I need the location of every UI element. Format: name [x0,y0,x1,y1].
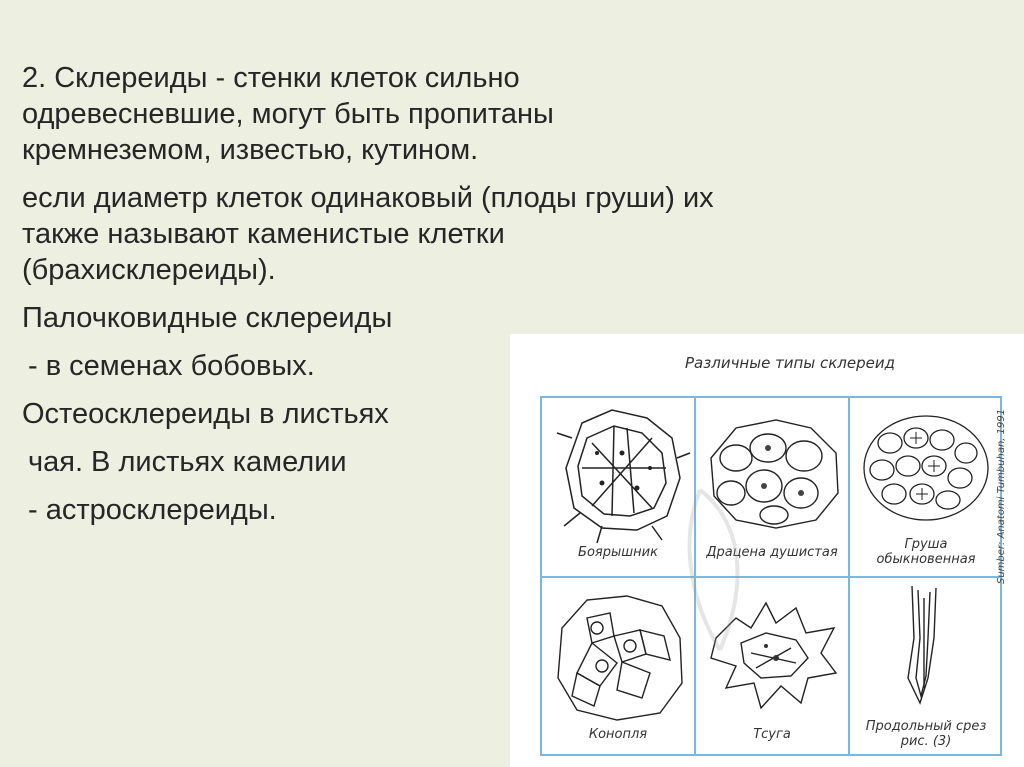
figure-source-credit: Sumber: Anatomi Tumbuhan, 1991 [996,408,1007,584]
caption-longitudinal-line2: рис. (3) [900,734,952,749]
paragraph-osteosclereids: Остеосклереиды в листьях [22,398,389,430]
caption-pear-line1: Груша [904,537,948,552]
caption-pear-line2: обыкновенная [876,552,976,567]
figure-title: Различные типы склереид [685,354,895,372]
caption-longitudinal-line1: Продольный срез [865,719,987,734]
caption-hemlock: Тсуга [753,727,791,742]
paragraph-tea-camellia: чая. В листьях камелии [28,446,347,478]
paragraph-brachysclereids: если диаметр клеток одинаковый (плоды груши) их также называют каменистые клетки (брахисклереиды). [22,182,714,286]
cell-longitudinal-section [850,578,1002,756]
caption-hemp: Конопля [588,727,648,742]
watermark-leaf-icon [640,480,790,660]
cell-pear [850,398,1002,576]
paragraph-sclereids: 2. Склереиды - стенки клеток сильно одревесневшие, могут быть пропитаны кремнеземом, известью, кутином. [22,62,554,166]
paragraph-legume-seeds: - в семенах бобовых. [28,350,315,382]
caption-dracaena: Драцена душистая [706,545,838,560]
paragraph-rod-sclereids: Палочковидные склереиды [22,302,393,334]
paragraph-astrosclereids: - астросклереиды. [28,494,277,526]
caption-hawthorn: Боярышник [578,545,658,560]
